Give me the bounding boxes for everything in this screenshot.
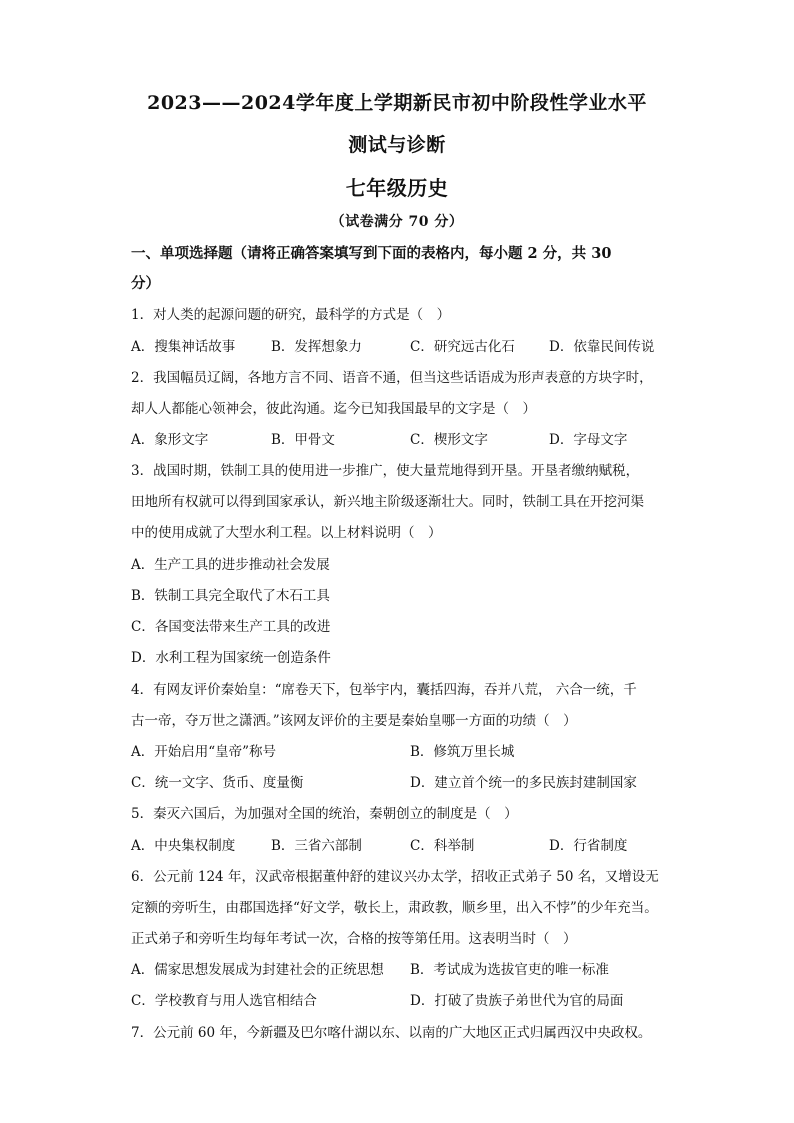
exam-title-line2: 测试与诊断 [348,134,446,156]
question-7-stem-line1: 7．公元前 60 年，今新疆及巴尔喀什湖以东、以南的广大地区正式归属西汉中央政权。 [131,1025,652,1041]
question-6-option-d: D．打破了贵族子弟世代为官的局面 [410,993,624,1009]
question-6-stem-line3: 正式弟子和旁听生均每年考试一次，合格的按等第任用。这表明当时（ ） [131,931,577,947]
question-2-stem-line2: 却人人都能心领神会，彼此沟通。迄今已知我国最早的文字是（ ） [131,401,536,417]
question-5-option-d: D．行省制度 [549,838,628,854]
score-note: （试卷满分 70 分） [330,214,464,230]
question-6-stem-line2: 定额的旁听生，由郡国选择“好文学，敬长上，肃政教，顺乡里，出入不悖”的少年充当。 [131,900,658,916]
question-5-stem: 5．秦灭六国后，为加强对全国的统治，秦朝创立的制度是（ ） [131,806,518,822]
question-2-stem-line1: 2．我国幅员辽阔，各地方言不同、语音不通，但当这些话语成为形声表意的方块字时， [131,370,653,386]
question-6-stem-line1: 6．公元前 124 年，汉武帝根据董仲舒的建议兴办太学，招收正式弟子 50 名，又增设无 [131,869,659,885]
exam-title-line1: 2023——2024学年度上学期新民市初中阶段性学业水平 [147,92,647,114]
question-1-option-c: C．研究远古化石 [410,339,515,355]
section-heading-line2: 分） [131,275,160,292]
question-5-option-b: B．三省六部制 [271,838,362,854]
question-2-option-b: B．甲骨文 [271,432,335,448]
question-3-option-b: B．铁制工具完全取代了木石工具 [131,588,330,604]
section-heading-line1: 一、单项选择题（请将正确答案填写到下面的表格内，每小题 2 分，共 30 [131,245,612,262]
question-6-option-a: A．儒家思想发展成为封建社会的正统思想 [131,962,384,978]
question-1-option-b: B．发挥想象力 [271,339,362,355]
question-3-stem-line3: 中的使用成就了大型水利工程。以上材料说明（ ） [131,525,442,541]
question-6-option-c: C．学校教育与用人选官相结合 [131,993,317,1009]
question-4-stem-line2: 古一帝，夺万世之潇洒。”该网友评价的主要是秦始皇哪一方面的功绩（ ） [131,713,577,729]
question-1-stem: 1．对人类的起源问题的研究，最科学的方式是（ ） [131,307,451,323]
subject-title: 七年级历史 [345,176,449,200]
question-4-option-b: B．修筑万里长城 [410,744,515,760]
question-5-option-c: C．科举制 [410,838,475,854]
question-2-option-a: A．象形文字 [131,432,209,448]
question-4-option-c: C．统一文字、货币、度量衡 [131,775,304,791]
question-4-stem-line1: 4．有网友评价秦始皇：“席卷天下，包举宇内，囊括四海，吞并八荒， 六合一统，千 [131,682,637,698]
question-3-stem-line1: 3．战国时期，铁制工具的使用进一步推广，使大量荒地得到开垦。开垦者缴纳赋税， [131,463,640,479]
question-3-option-d: D．水利工程为国家统一创造条件 [131,650,331,666]
question-5-option-a: A．中央集权制度 [131,838,236,854]
question-2-option-c: C．楔形文字 [410,432,488,448]
question-6-option-b: B．考试成为选拔官吏的唯一标准 [410,962,609,978]
question-3-stem-line2: 田地所有权就可以得到国家承认，新兴地主阶级逐渐壮大。同时，铁制工具在开挖河渠 [131,494,644,510]
question-4-option-d: D．建立首个统一的多民族封建制国家 [410,775,637,791]
question-4-option-a: A．开始启用“皇帝”称号 [131,744,277,760]
question-2-option-d: D．字母文字 [549,432,628,448]
question-3-option-a: A．生产工具的进步推动社会发展 [131,557,330,573]
question-1-option-a: A．搜集神话故事 [131,339,236,355]
question-1-option-d: D．依靠民间传说 [549,339,655,355]
question-3-option-c: C．各国变法带来生产工具的改进 [131,619,331,635]
